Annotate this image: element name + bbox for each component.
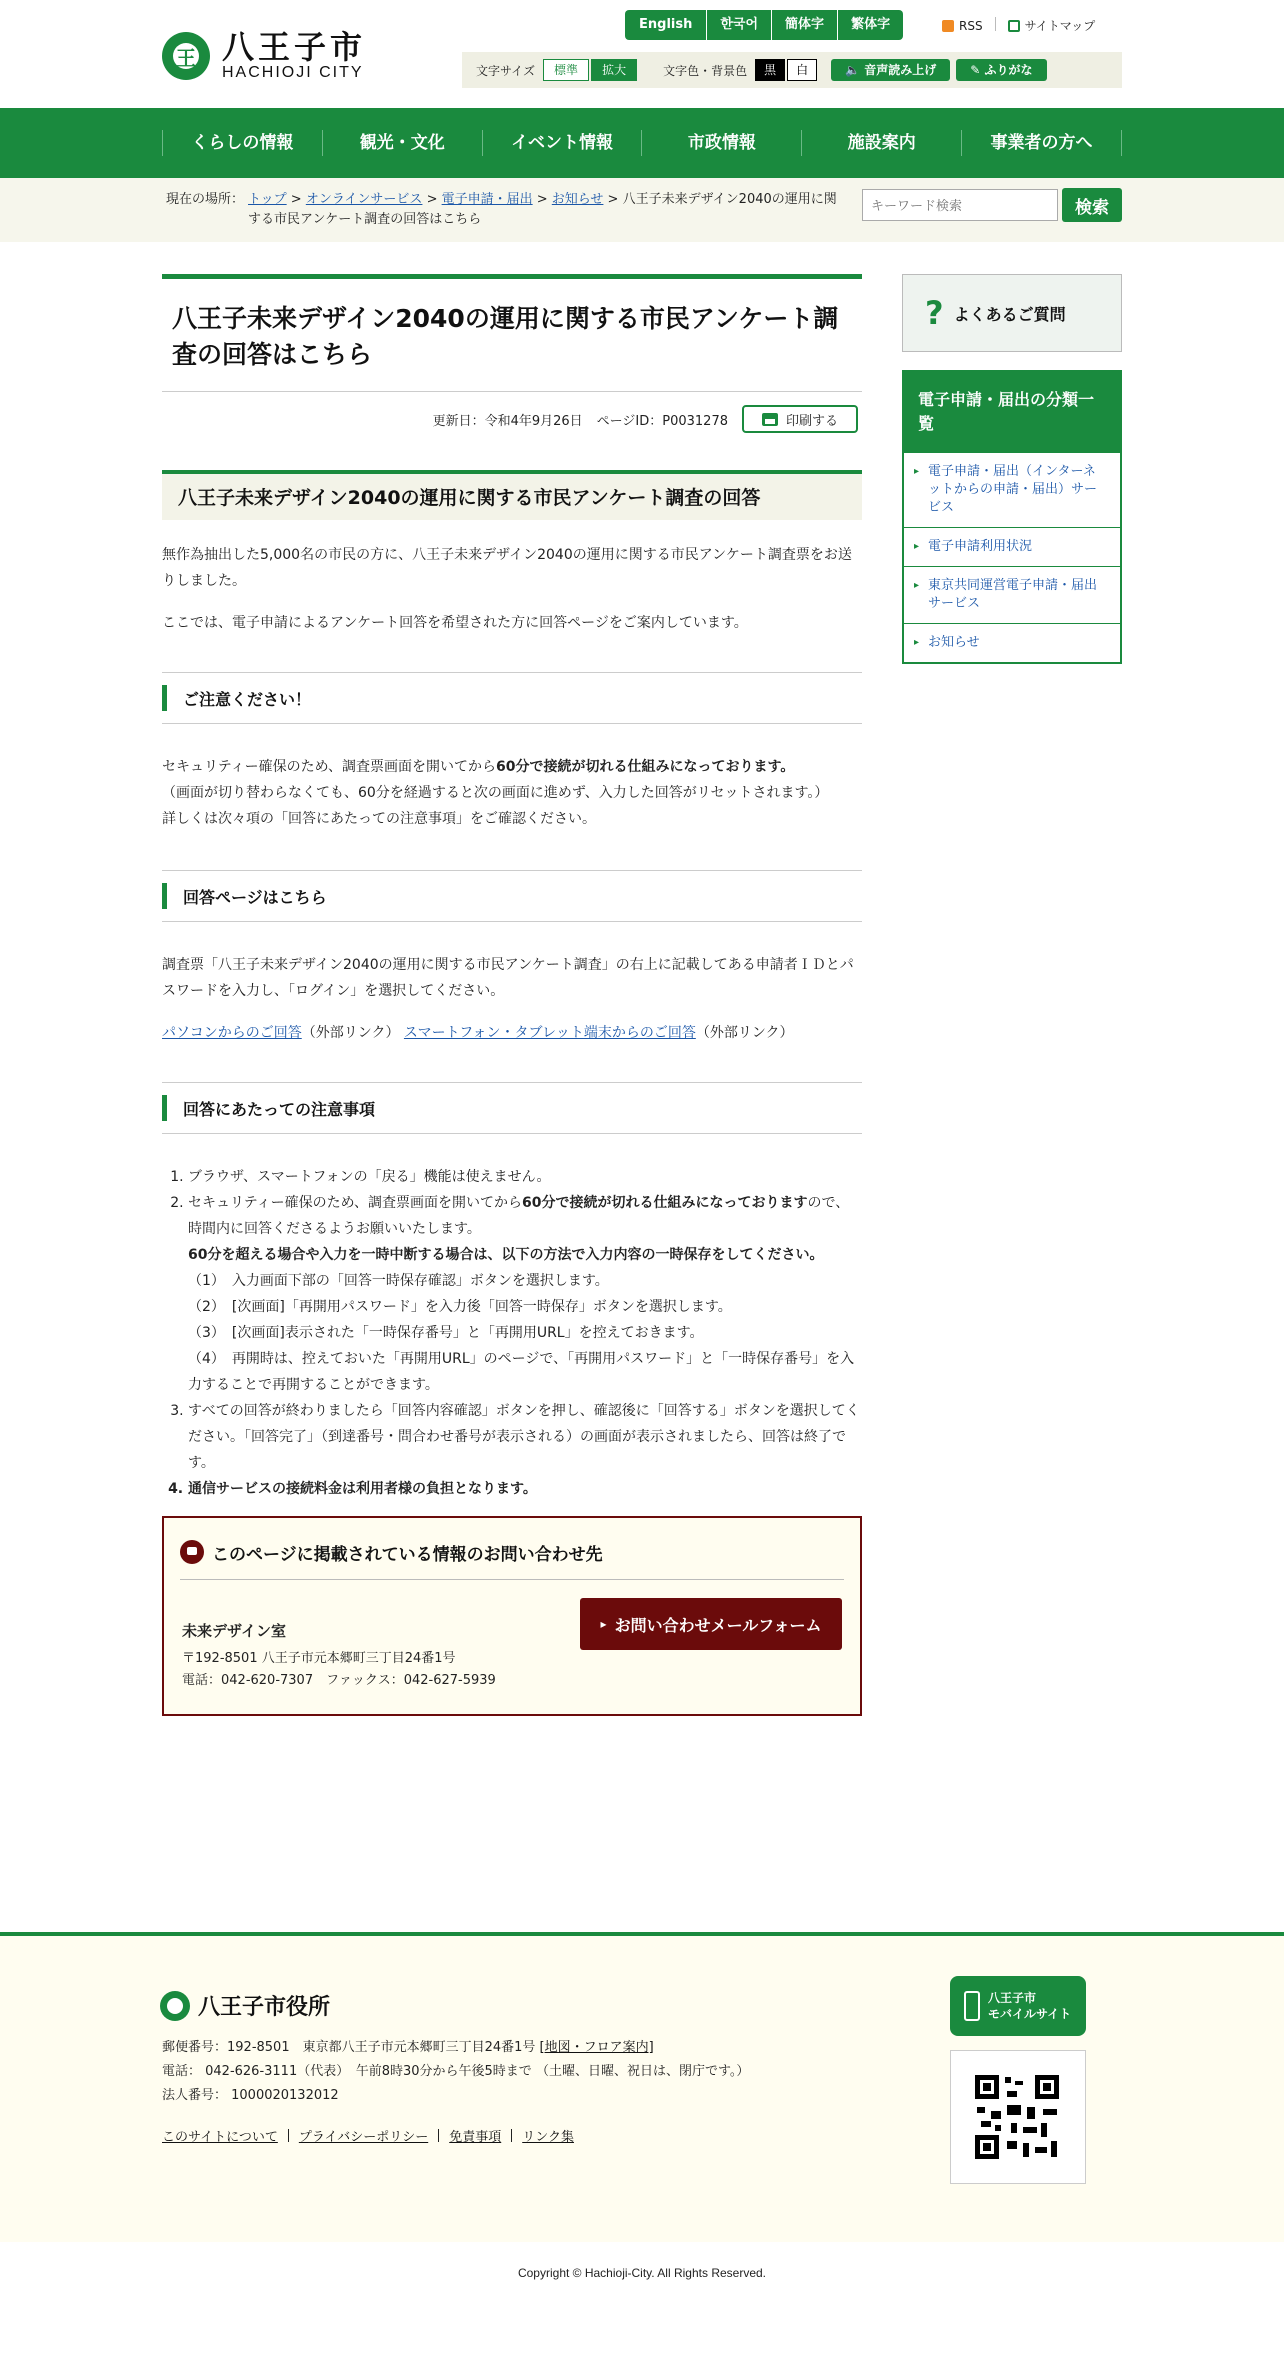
lang-traditional-chinese[interactable]: 繁体字: [838, 10, 903, 40]
category-title: 電子申請・届出の分類一覧: [904, 372, 1120, 452]
color-label: 文字色・背景色: [663, 63, 748, 78]
answer-links: パソコンからのご回答（外部リンク） スマートフォン・タブレット端末からのご回答（外部リンク）: [162, 1025, 794, 1041]
footer-org-name: 八王子市役所: [198, 1995, 331, 2020]
updated-date: 更新日：令和4年9月26日: [432, 413, 583, 429]
question-icon: ?: [925, 294, 944, 332]
contact-form-button[interactable]: ▸ お問い合わせメールフォーム: [580, 1598, 842, 1650]
read-aloud-button[interactable]: 🔈 音声読み上げ: [831, 59, 950, 81]
global-nav: [0, 108, 1284, 178]
contact-title: このページに掲載されている情報のお問い合わせ先: [212, 1545, 603, 1565]
privacy-link[interactable]: プライバシーポリシー: [298, 2130, 429, 2145]
rss-link[interactable]: RSS: [942, 17, 983, 34]
contact-department: 未来デザイン室: [182, 1622, 286, 1640]
sidebar: [902, 274, 1122, 664]
sidebar-item-e-application[interactable]: ▸ 電子申請・届出（インターネットからの申請・届出）サービス: [904, 452, 1120, 527]
logo-jp: 八王子市: [222, 28, 367, 66]
rss-icon: [942, 20, 954, 32]
language-menu: [625, 10, 903, 40]
list-item: 2. セキュリティー確保のため、調査票画面を開いてから60分で接続が切れる仕組みになっておりますので、時間内に回答くださるようお願いいたします。 60分を超える場合や入力を一時中断する場合は、以下の方法で入力内容の一時保存をしてください。 （1） 入力画面下部の「回答一時保存確認」ボタンを選択します。 （2） [次画面]「再開用パスワード」を入力後「回答一時保存」ボタンを選択します。 （3） [次画面]表示された「一時保存番号」と「再開用URL」を控えておきます。 （4） 再開時は、控えておいた「再開用URL」のページで、「再開用パスワード」と「一時保存番号」を入力することで再開することができます。: [188, 1190, 862, 1398]
notes-heading: 回答にあたっての注意事項: [162, 1082, 862, 1134]
city-emblem-icon: [160, 1991, 190, 2021]
section-heading: 八王子未来デザイン2040の運用に関する市民アンケート調査の回答: [162, 470, 862, 520]
crumb-top[interactable]: トップ: [248, 192, 287, 207]
contact-phone: 電話：042-620-7307 ファックス：042-627-5939: [182, 1673, 496, 1688]
search-input[interactable]: [862, 189, 1058, 221]
page-title: 八王子未来デザイン2040の運用に関する市民アンケート調査の回答はこちら: [162, 274, 862, 392]
copyright: Copyright © Hachioji-City. All Rights Reserved.: [517, 2266, 767, 2280]
pc-answer-link[interactable]: パソコンからのご回答: [162, 1025, 302, 1041]
nav-city-admin[interactable]: 市政情報: [641, 130, 801, 156]
qr-code-icon: [950, 2050, 1086, 2184]
faq-link[interactable]: ? よくあるご質問: [902, 274, 1122, 352]
logo-en: HACHIOJI CITY: [222, 64, 364, 81]
disclaimer-link[interactable]: 免責事項: [449, 2130, 502, 2145]
printer-icon: [762, 413, 778, 426]
sitemap-icon: [1008, 20, 1020, 32]
contact-box: [162, 1516, 862, 1716]
nav-tourism[interactable]: 観光・文化: [322, 130, 482, 156]
page-id: ページID：P0031278: [596, 413, 728, 429]
color-black-button[interactable]: 黒: [755, 59, 785, 81]
site-header: [162, 0, 1122, 108]
font-large-button[interactable]: 拡大: [591, 59, 637, 81]
map-floor-link[interactable]: [地図・フロア案内]: [539, 2040, 654, 2055]
contact-address: 〒192-8501 八王子市元本郷町三丁目24番1号: [182, 1651, 456, 1666]
search-button[interactable]: 検索: [1062, 188, 1122, 222]
furigana-button[interactable]: ✎ ふりがな: [956, 59, 1046, 81]
sidebar-item-notices[interactable]: ▸ お知らせ: [904, 623, 1120, 662]
sidebar-item-tokyo-joint[interactable]: ▸ 東京共同運営電子申請・届出サービス: [904, 566, 1120, 623]
list-item: 1. ブラウザ、スマートフォンの「戻る」機能は使えません。: [188, 1164, 862, 1190]
smartphone-answer-link[interactable]: スマートフォン・タブレット端末からのご回答: [403, 1025, 696, 1041]
crumb-current: 八王子未来デザイン2040の運用に関する市民アンケート調査の回答はこちら: [248, 192, 837, 227]
about-site-link[interactable]: このサイトについて: [162, 2130, 278, 2145]
crumb-online-services[interactable]: オンラインサービス: [305, 192, 423, 207]
site-logo[interactable]: [162, 30, 366, 82]
footer-links: [162, 2126, 574, 2145]
mobile-site-link[interactable]: 八王子市 モバイルサイト: [950, 1976, 1086, 2036]
font-standard-button[interactable]: 標準: [543, 59, 589, 81]
mobile-phone-icon: [964, 1991, 980, 2021]
list-item: 3. すべての回答が終わりましたら「回答内容確認」ボタンを押し、確認後に「回答する」ボタンを選択してください。「回答完了」（到達番号・問合わせ番号が表示される）の画面が表示されましたら、回答は終了です。: [188, 1398, 862, 1476]
crumb-e-application[interactable]: 電子申請・届出: [441, 192, 533, 207]
answer-text: 調査票「八王子未来デザイン2040の運用に関する市民アンケート調査」の右上に記載してある申請者ＩＤとパスワードを入力し、「ログイン」を選択してください。: [162, 957, 854, 999]
nav-business[interactable]: 事業者の方へ: [961, 130, 1122, 156]
intro-text-2: ここでは、電子申請によるアンケート回答を希望された方に回答ページをご案内しています。: [162, 615, 748, 631]
lang-simplified-chinese[interactable]: 簡体字: [772, 10, 838, 40]
city-emblem-icon: [162, 32, 210, 80]
site-footer: [0, 1932, 1284, 2242]
links-link[interactable]: リンク集: [522, 2130, 574, 2145]
font-size-label: 文字サイズ: [476, 63, 536, 78]
accessibility-toolbar: [462, 52, 1122, 88]
lang-korean[interactable]: 한국어: [707, 10, 772, 40]
nav-events[interactable]: イベント情報: [482, 130, 642, 156]
caution-text: セキュリティー確保のため、調査票画面を開いてから60分で接続が切れる仕組みになっております。 （画面が切り替わらなくても、60分を経過すると次の画面に進めず、入力した回答がリセットされます。） 詳しくは次々項の「回答にあたっての注意事項」をご確認ください。: [162, 759, 829, 827]
notes-list: [162, 1164, 862, 1502]
caution-heading: ご注意ください！: [162, 672, 862, 724]
list-item: 4. 通信サービスの接続料金は利用者様の負担となります。: [188, 1476, 862, 1502]
category-list: [902, 370, 1122, 664]
footer-info: 郵便番号：192-8501 東京都八王子市元本郷町三丁目24番1号 [地図・フロア案内] 電話： 042-626-3111（代表） 午前8時30分から午後5時まで （土曜、日曜、祝日は、閉庁です。） 法人番号： 1000020132012: [162, 2040, 750, 2103]
sitemap-link[interactable]: サイトマップ: [1008, 17, 1096, 34]
intro-text-1: 無作為抽出した5,000名の市民の方に、八王子未来デザイン2040の運用に関する市民アンケート調査票をお送りしました。: [162, 547, 852, 589]
breadcrumb: 現在の場所： トップ > オンラインサービス > 電子申請・届出 > お知らせ > 八王子未来デザイン2040の運用に関する市民アンケート調査の回答はこちら: [166, 192, 837, 227]
chat-bubble-icon: [180, 1540, 204, 1564]
main-content: [162, 274, 862, 1716]
lang-english[interactable]: English: [625, 10, 707, 40]
nav-living[interactable]: くらしの情報: [162, 130, 322, 156]
answer-heading: 回答ページはこちら: [162, 870, 862, 922]
print-button[interactable]: 印刷する: [742, 405, 858, 433]
color-white-button[interactable]: 白: [787, 59, 817, 81]
nav-facilities[interactable]: 施設案内: [801, 130, 961, 156]
crumb-notices[interactable]: お知らせ: [551, 192, 604, 207]
sidebar-item-usage-status[interactable]: ▸ 電子申請利用状況: [904, 527, 1120, 566]
